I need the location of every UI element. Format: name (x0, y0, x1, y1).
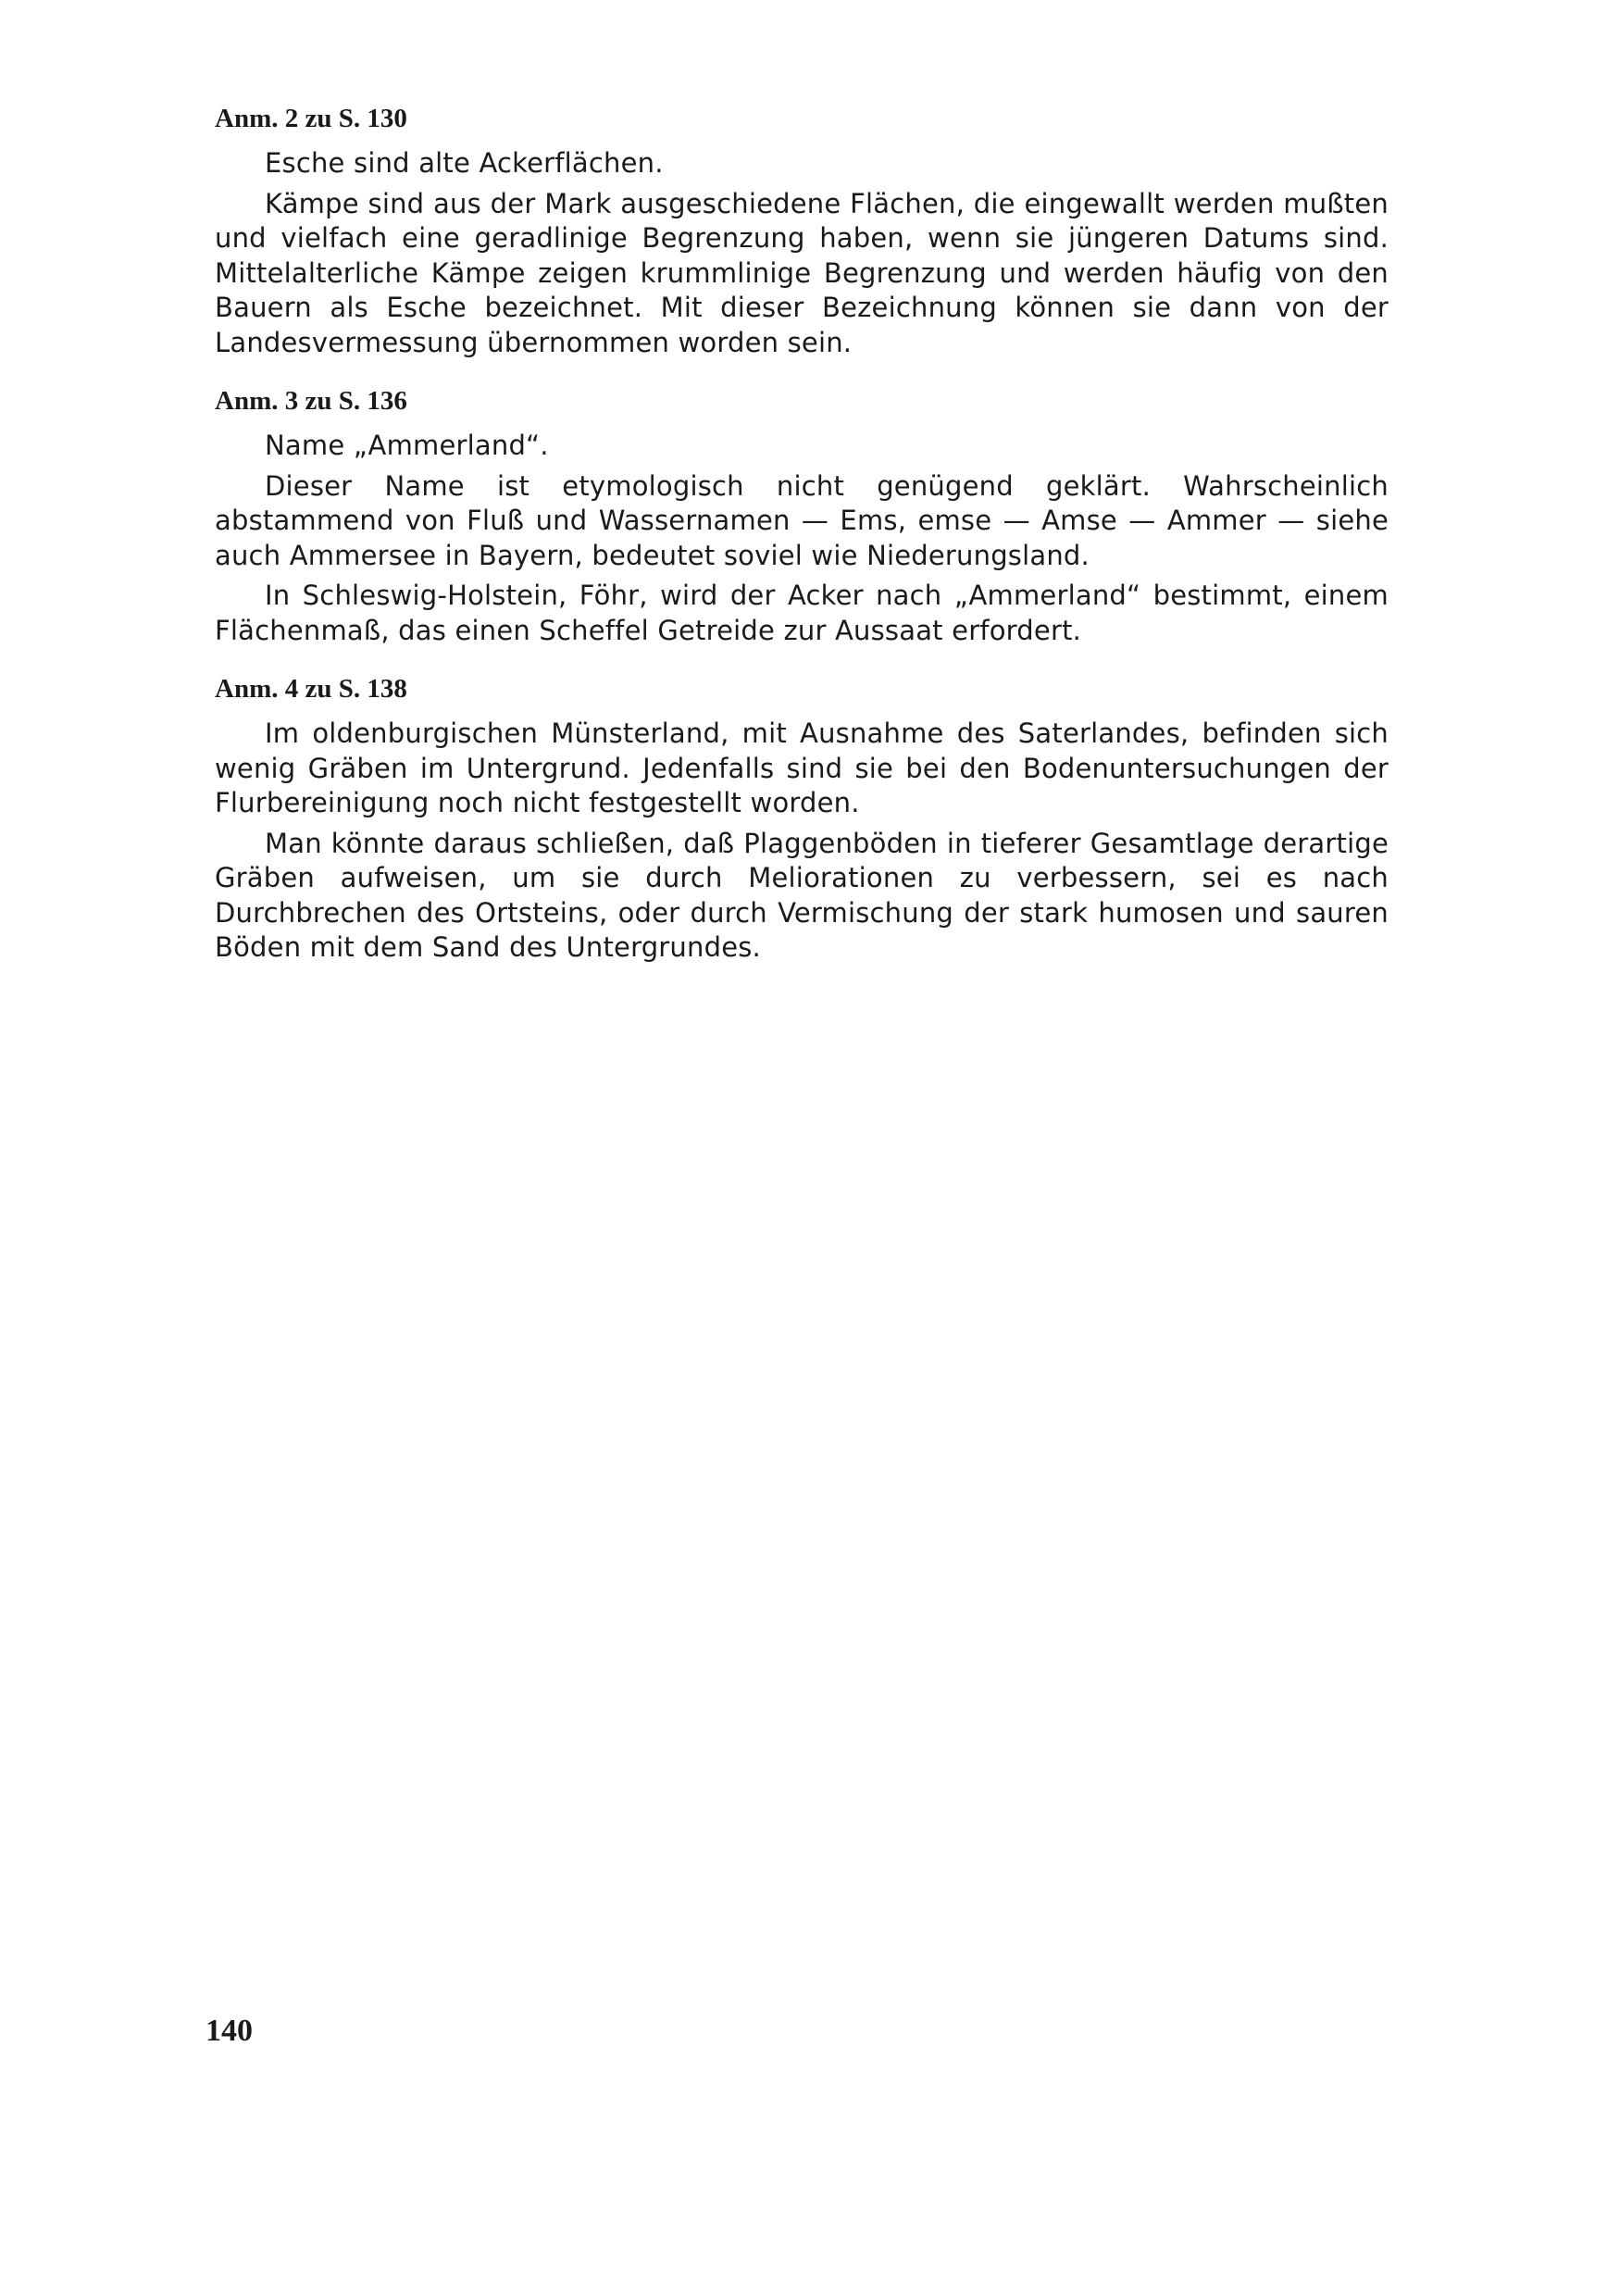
note-paragraph: In Schleswig-Holstein, Föhr, wird der Acker nach „Ammerland“ bestimmt, einem Flächenmaß, das einen Scheffel Getreide zur Aussaat erfordert. (215, 580, 1389, 646)
note-heading: Anm. 3 zu S. 136 (215, 386, 407, 416)
annotations-content (215, 100, 1389, 988)
note-anm-4 (215, 670, 1389, 966)
note-paragraph: Esche sind alte Ackerflächen. (265, 147, 664, 179)
note-heading: Anm. 4 zu S. 138 (215, 674, 407, 704)
note-paragraph: Kämpe sind aus der Mark ausgeschiedene Flächen, die eingewallt werden mußten und vielfach eine geradlinige Begrenzung haben, wenn sie jüngeren Datums sind. Mittelalterliche Kämpe zeigen krummlinige Begrenzung und werden häufig von den Bauern als Esche bezeichnet. Mit dieser Bezeichnung können sie dann von der Landesvermessung übernommen worden sein. (215, 187, 1389, 358)
note-paragraph: Dieser Name ist etymologisch nicht genügend geklärt. Wahrscheinlich abstammend von Fluß und Wassernamen — Ems, emse — Amse — Ammer — siehe auch Ammersee in Bayern, bedeutet soviel wie Niederungsland. (215, 469, 1389, 571)
note-paragraph: Name „Ammerland“. (265, 430, 549, 461)
note-anm-2 (215, 100, 1389, 360)
note-anm-3 (215, 382, 1389, 648)
note-heading: Anm. 2 zu S. 130 (215, 104, 407, 133)
note-paragraph: Im oldenburgischen Münsterland, mit Ausnahme des Saterlandes, befinden sich wenig Gräben im Untergrund. Jedenfalls sind sie bei den Bodenuntersuchungen der Flurbereinigung noch nicht festgestellt worden. (215, 718, 1389, 818)
page-number: 140 (206, 2014, 253, 2048)
note-paragraph: Man könnte daraus schließen, daß Plaggenböden in tieferer Gesamtlage derartige Gräben aufweisen, um sie durch Meliorationen zu verbessern, sei es nach Durchbrechen des Ortsteins, oder durch Vermischung der stark humosen und sauren Böden mit dem Sand des Untergrundes. (215, 827, 1389, 963)
